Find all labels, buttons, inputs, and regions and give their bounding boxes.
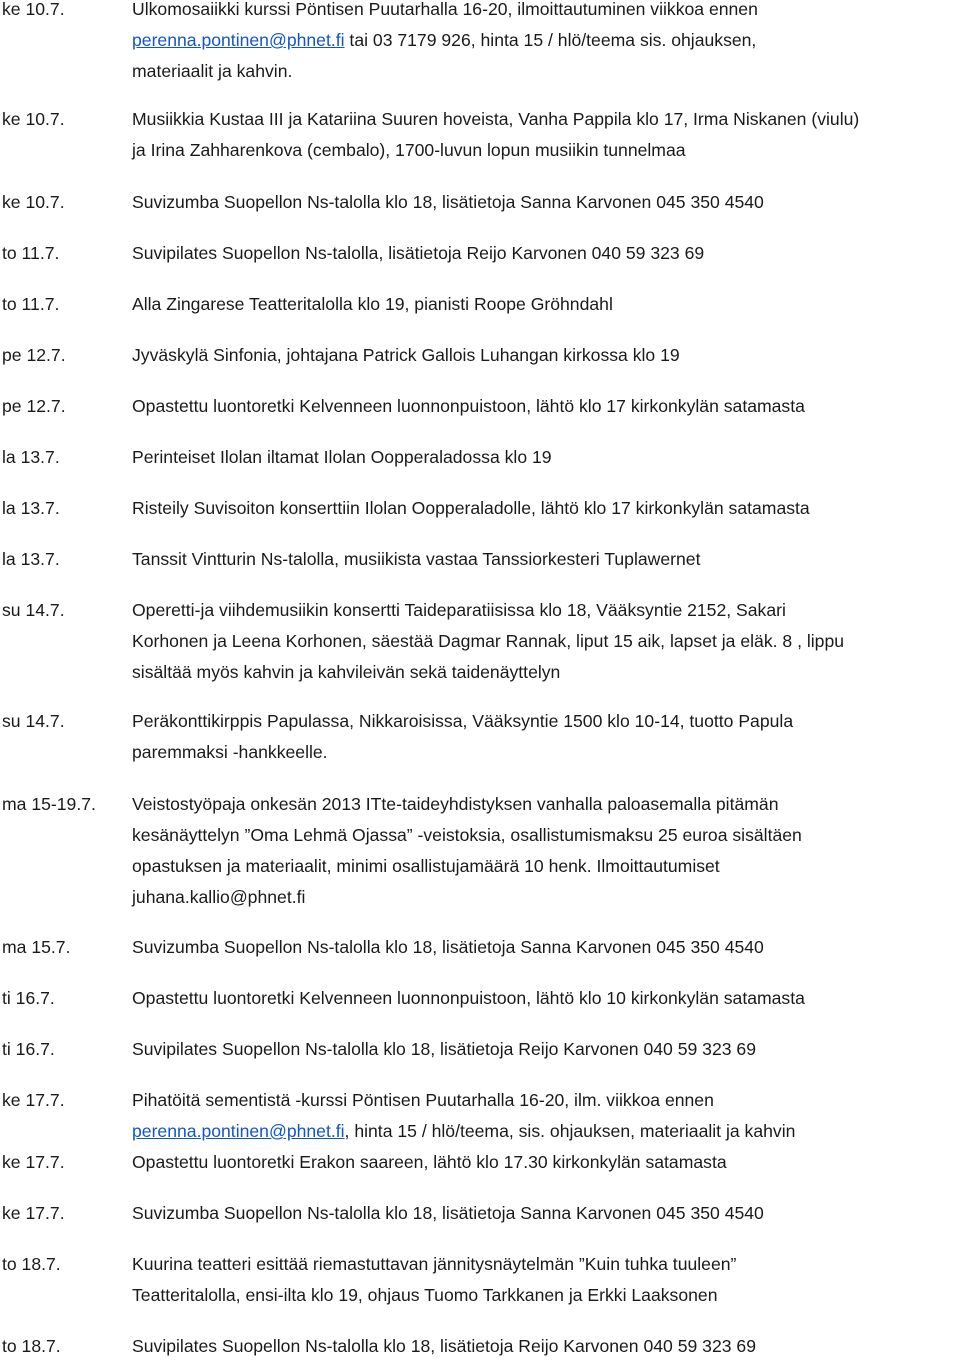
event-description xyxy=(132,1147,960,1178)
event-date: ti 16.7. xyxy=(2,1039,55,1059)
event-date: to 11.7. xyxy=(2,294,60,314)
event-date: ke 10.7. xyxy=(2,109,65,129)
event-row xyxy=(0,983,960,1014)
description-line xyxy=(132,1085,960,1116)
description-line xyxy=(132,932,960,963)
event-description xyxy=(132,932,960,963)
description-line xyxy=(132,737,960,768)
event-description xyxy=(132,983,960,1014)
description-line xyxy=(132,25,960,56)
description-line xyxy=(132,706,960,737)
description-text: materiaalit ja kahvin. xyxy=(132,61,293,81)
description-text: Suvipilates Suopellon Ns-talolla klo 18, lisätietoja Reijo Karvonen 040 59 323 69 xyxy=(132,1039,756,1059)
description-line xyxy=(132,135,960,166)
description-text: Korhonen ja Leena Korhonen, säestää Dagmar Rannak, liput 15 aik, lapset ja eläk. 8 , lippu xyxy=(132,631,845,651)
event-row xyxy=(0,706,960,768)
description-line xyxy=(132,626,960,657)
description-line xyxy=(132,1280,960,1311)
description-line xyxy=(132,1116,960,1147)
event-description xyxy=(132,706,960,768)
event-row xyxy=(0,187,960,218)
event-row xyxy=(0,104,960,166)
event-date: to 18.7. xyxy=(2,1254,61,1274)
description-text: paremmaksi -hankkeelle. xyxy=(132,742,328,762)
event-description xyxy=(132,595,960,688)
event-date: ke 17.7. xyxy=(2,1203,65,1223)
description-text: ja Irina Zahharenkova (cembalo), 1700-luvun lopun musiikin tunnelmaa xyxy=(132,140,686,160)
event-description xyxy=(132,442,960,473)
event-row xyxy=(0,1034,960,1065)
description-line xyxy=(132,657,960,688)
description-text: Pihatöitä sementistä -kurssi Pöntisen Puutarhalla 16-20, ilm. viikkoa ennen xyxy=(132,1090,714,1110)
description-text: Tanssit Vintturin Ns-talolla, musiikista vastaa Tanssiorkesteri Tuplawernet xyxy=(132,549,701,569)
description-line xyxy=(132,1249,960,1280)
description-line xyxy=(132,983,960,1014)
event-date: ma 15-19.7. xyxy=(2,794,96,814)
event-row xyxy=(0,442,960,473)
description-text: Perinteiset Ilolan iltamat Ilolan Oopperaladossa klo 19 xyxy=(132,447,552,467)
description-line xyxy=(132,595,960,626)
description-text: Suvipilates Suopellon Ns-talolla, lisätietoja Reijo Karvonen 040 59 323 69 xyxy=(132,243,705,263)
description-line xyxy=(132,340,960,371)
description-text: Suvizumba Suopellon Ns-talolla klo 18, lisätietoja Sanna Karvonen 045 350 4540 xyxy=(132,192,764,212)
description-line xyxy=(132,238,960,269)
event-row xyxy=(0,1331,960,1362)
event-date: ke 10.7. xyxy=(2,0,65,19)
event-date: to 11.7. xyxy=(2,243,60,263)
event-description xyxy=(132,1331,960,1362)
description-line xyxy=(132,442,960,473)
event-row xyxy=(0,1147,960,1178)
description-text: Peräkonttikirppis Papulassa, Nikkaroisissa, Vääksyntie 1500 klo 10-14, tuotto Papula xyxy=(132,711,794,731)
event-description xyxy=(132,1085,960,1147)
event-row xyxy=(0,544,960,575)
description-line xyxy=(132,851,960,882)
description-text: Ulkomosaiikki kurssi Pöntisen Puutarhalla 16-20, ilmoittautuminen viikkoa ennen xyxy=(132,0,758,19)
email-link[interactable]: perenna.pontinen@phnet.fi xyxy=(132,1121,345,1141)
description-line xyxy=(132,1147,960,1178)
event-row xyxy=(0,1249,960,1311)
description-text: Opastettu luontoretki Erakon saareen, lähtö klo 17.30 kirkonkylän satamasta xyxy=(132,1152,727,1172)
event-row xyxy=(0,0,960,87)
description-line xyxy=(132,820,960,851)
email-link[interactable]: perenna.pontinen@phnet.fi xyxy=(132,30,345,50)
event-description xyxy=(132,1198,960,1229)
description-text: Risteily Suvisoiton konserttiin Ilolan Oopperaladolle, lähtö klo 17 kirkonkylän satamasta xyxy=(132,498,810,518)
event-description xyxy=(132,493,960,524)
description-text: Opastettu luontoretki Kelvenneen luonnonpuistoon, lähtö klo 17 kirkonkylän satamasta xyxy=(132,396,805,416)
description-line xyxy=(132,391,960,422)
description-text: juhana.kallio@phnet.fi xyxy=(132,887,306,907)
description-text: Veistostyöpaja onkesän 2013 ITte-taideyhdistyksen vanhalla paloasemalla pitämän xyxy=(132,794,779,814)
description-line xyxy=(132,187,960,218)
event-row xyxy=(0,932,960,963)
description-text: Alla Zingarese Teatteritalolla klo 19, pianisti Roope Gröhndahl xyxy=(132,294,613,314)
event-description xyxy=(132,544,960,575)
description-text: Teatteritalolla, ensi-ilta klo 19, ohjaus Tuomo Tarkkanen ja Erkki Laaksonen xyxy=(132,1285,718,1305)
event-row xyxy=(0,595,960,688)
description-line xyxy=(132,289,960,320)
description-text: , hinta 15 / hlö/teema, sis. ohjauksen, materiaalit ja kahvin xyxy=(344,1121,796,1141)
event-description xyxy=(132,340,960,371)
event-date: pe 12.7. xyxy=(2,396,66,416)
event-date: la 13.7. xyxy=(2,549,60,569)
event-date: to 18.7. xyxy=(2,1336,61,1356)
event-row xyxy=(0,1085,960,1147)
description-text: Suvizumba Suopellon Ns-talolla klo 18, lisätietoja Sanna Karvonen 045 350 4540 xyxy=(132,937,764,957)
event-date: ma 15.7. xyxy=(2,937,71,957)
event-date: ti 16.7. xyxy=(2,988,55,1008)
event-row xyxy=(0,1198,960,1229)
description-text: sisältää myös kahvin ja kahvileivän sekä taidenäyttelyn xyxy=(132,662,561,682)
description-text: kesänäyttelyn ”Oma Lehmä Ojassa” -veistoksia, osallistumismaksu 25 euroa sisältäen xyxy=(132,825,802,845)
event-description xyxy=(132,1034,960,1065)
description-line xyxy=(132,0,960,25)
description-text: Musiikkia Kustaa III ja Katariina Suuren hoveista, Vanha Pappila klo 17, Irma Niskanen (viulu) xyxy=(132,109,860,129)
event-date: la 13.7. xyxy=(2,498,60,518)
description-text: Jyväskylä Sinfonia, johtajana Patrick Gallois Luhangan kirkossa klo 19 xyxy=(132,345,680,365)
description-line xyxy=(132,789,960,820)
description-line xyxy=(132,493,960,524)
description-text: Operetti-ja viihdemusiikin konsertti Taideparatiisissa klo 18, Vääksyntie 2152, Sakari xyxy=(132,600,786,620)
event-row xyxy=(0,493,960,524)
event-description xyxy=(132,0,960,87)
description-line xyxy=(132,1331,960,1362)
description-line xyxy=(132,1198,960,1229)
description-text: Opastettu luontoretki Kelvenneen luonnonpuistoon, lähtö klo 10 kirkonkylän satamasta xyxy=(132,988,805,1008)
event-description xyxy=(132,789,960,913)
event-date: la 13.7. xyxy=(2,447,60,467)
description-text: Kuurina teatteri esittää riemastuttavan jännitysnäytelmän ”Kuin tuhka tuuleen” xyxy=(132,1254,737,1274)
event-description xyxy=(132,238,960,269)
event-date: su 14.7. xyxy=(2,600,65,620)
description-line xyxy=(132,56,960,87)
event-description xyxy=(132,289,960,320)
description-text: opastuksen ja materiaalit, minimi osallistujamäärä 10 henk. Ilmoittautumiset xyxy=(132,856,720,876)
event-row xyxy=(0,238,960,269)
description-line xyxy=(132,104,960,135)
event-date: ke 17.7. xyxy=(2,1090,65,1110)
description-line xyxy=(132,1034,960,1065)
event-date: ke 17.7. xyxy=(2,1152,65,1172)
event-description xyxy=(132,391,960,422)
event-date: su 14.7. xyxy=(2,711,65,731)
event-row xyxy=(0,340,960,371)
description-text: tai 03 7179 926, hinta 15 / hlö/teema sis. ohjauksen, xyxy=(344,30,757,50)
event-date: ke 10.7. xyxy=(2,192,65,212)
event-row xyxy=(0,789,960,913)
event-date: pe 12.7. xyxy=(2,345,66,365)
event-row xyxy=(0,289,960,320)
event-description xyxy=(132,187,960,218)
description-text: Suvipilates Suopellon Ns-talolla klo 18, lisätietoja Reijo Karvonen 040 59 323 69 xyxy=(132,1336,756,1356)
event-description xyxy=(132,1249,960,1311)
description-line xyxy=(132,544,960,575)
event-row xyxy=(0,391,960,422)
description-text: Suvizumba Suopellon Ns-talolla klo 18, lisätietoja Sanna Karvonen 045 350 4540 xyxy=(132,1203,764,1223)
event-description xyxy=(132,104,960,166)
description-line xyxy=(132,882,960,913)
